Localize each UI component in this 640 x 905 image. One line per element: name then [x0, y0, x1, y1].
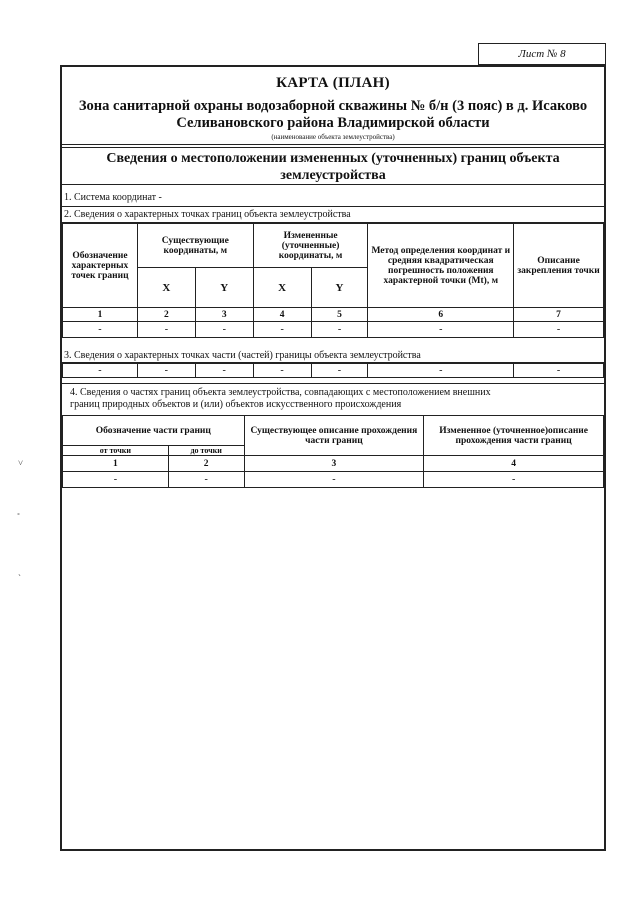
boundary-points-table [62, 223, 604, 338]
col-header-method: Метод определения координат и средняя квадратическая погрешность положения характерной точки (Mt), м [368, 224, 514, 308]
col-header-changed-description: Измененное (уточненное)описание прохождения части границ [424, 416, 604, 456]
column-number-row: 1 2 3 4 [63, 456, 604, 472]
col-header-from-point: от точки [63, 446, 169, 456]
col-header-y: Y [311, 268, 368, 308]
object-name-caption: (наименование объекта землеустройства) [271, 133, 395, 141]
col-header-designation: Обозначение характерных точек границ [63, 224, 138, 308]
col-header-changed-coords: Измененные (уточненные) координаты, м [253, 224, 368, 268]
part-boundary-points-table [62, 363, 604, 378]
sheet-number: Лист № 8 [518, 48, 566, 60]
col-header-description: Описание закрепления точки [514, 224, 604, 308]
boundary-parts-table [62, 415, 604, 488]
object-name: Зона санитарной охраны водозаборной скважины № б/н (3 пояс) в д. Исаково Селивановского района Владимирской области [78, 98, 588, 131]
col-header-existing-description: Существующее описание прохождения части границ [244, 416, 424, 456]
margin-mark: ˏ [18, 566, 21, 576]
table-row: - - - - - - - [63, 322, 604, 338]
margin-mark: ˚ [17, 512, 20, 522]
col-header-existing-coords: Существующие координаты, м [137, 224, 253, 268]
margin-mark: ˅ [18, 458, 24, 468]
column-number-row: 1 2 3 4 5 6 7 [63, 308, 604, 322]
col-header-x: X [137, 268, 195, 308]
title-block [62, 67, 604, 145]
sheet-number-box [478, 43, 606, 65]
table-row: - - - - - - - [63, 364, 604, 378]
section-heading: Сведения о местоположении измененных (уточненных) границ объекта землеустройства [62, 147, 604, 185]
table-row: - - - - [63, 472, 604, 488]
form-frame [60, 65, 606, 851]
section-3-label: 3. Сведения о характерных точках части (частей) границы объекта землеустройства [62, 347, 604, 363]
section-4-label: 4. Сведения о частях границ объекта землеустройства, совпадающих с местоположением внешних границ природных объектов и (или) объектов искусственного происхождения [62, 383, 604, 415]
page-title: КАРТА (ПЛАН) [276, 75, 390, 91]
col-header-to-point: до точки [168, 446, 244, 456]
col-header-parts: Обозначение части границ [63, 416, 245, 446]
col-header-y: Y [195, 268, 253, 308]
section-2-label: 2. Сведения о характерных точках границ объекта землеустройства [62, 207, 604, 223]
coordinate-system-row: 1. Система координат - [62, 187, 604, 207]
col-header-x: X [253, 268, 311, 308]
